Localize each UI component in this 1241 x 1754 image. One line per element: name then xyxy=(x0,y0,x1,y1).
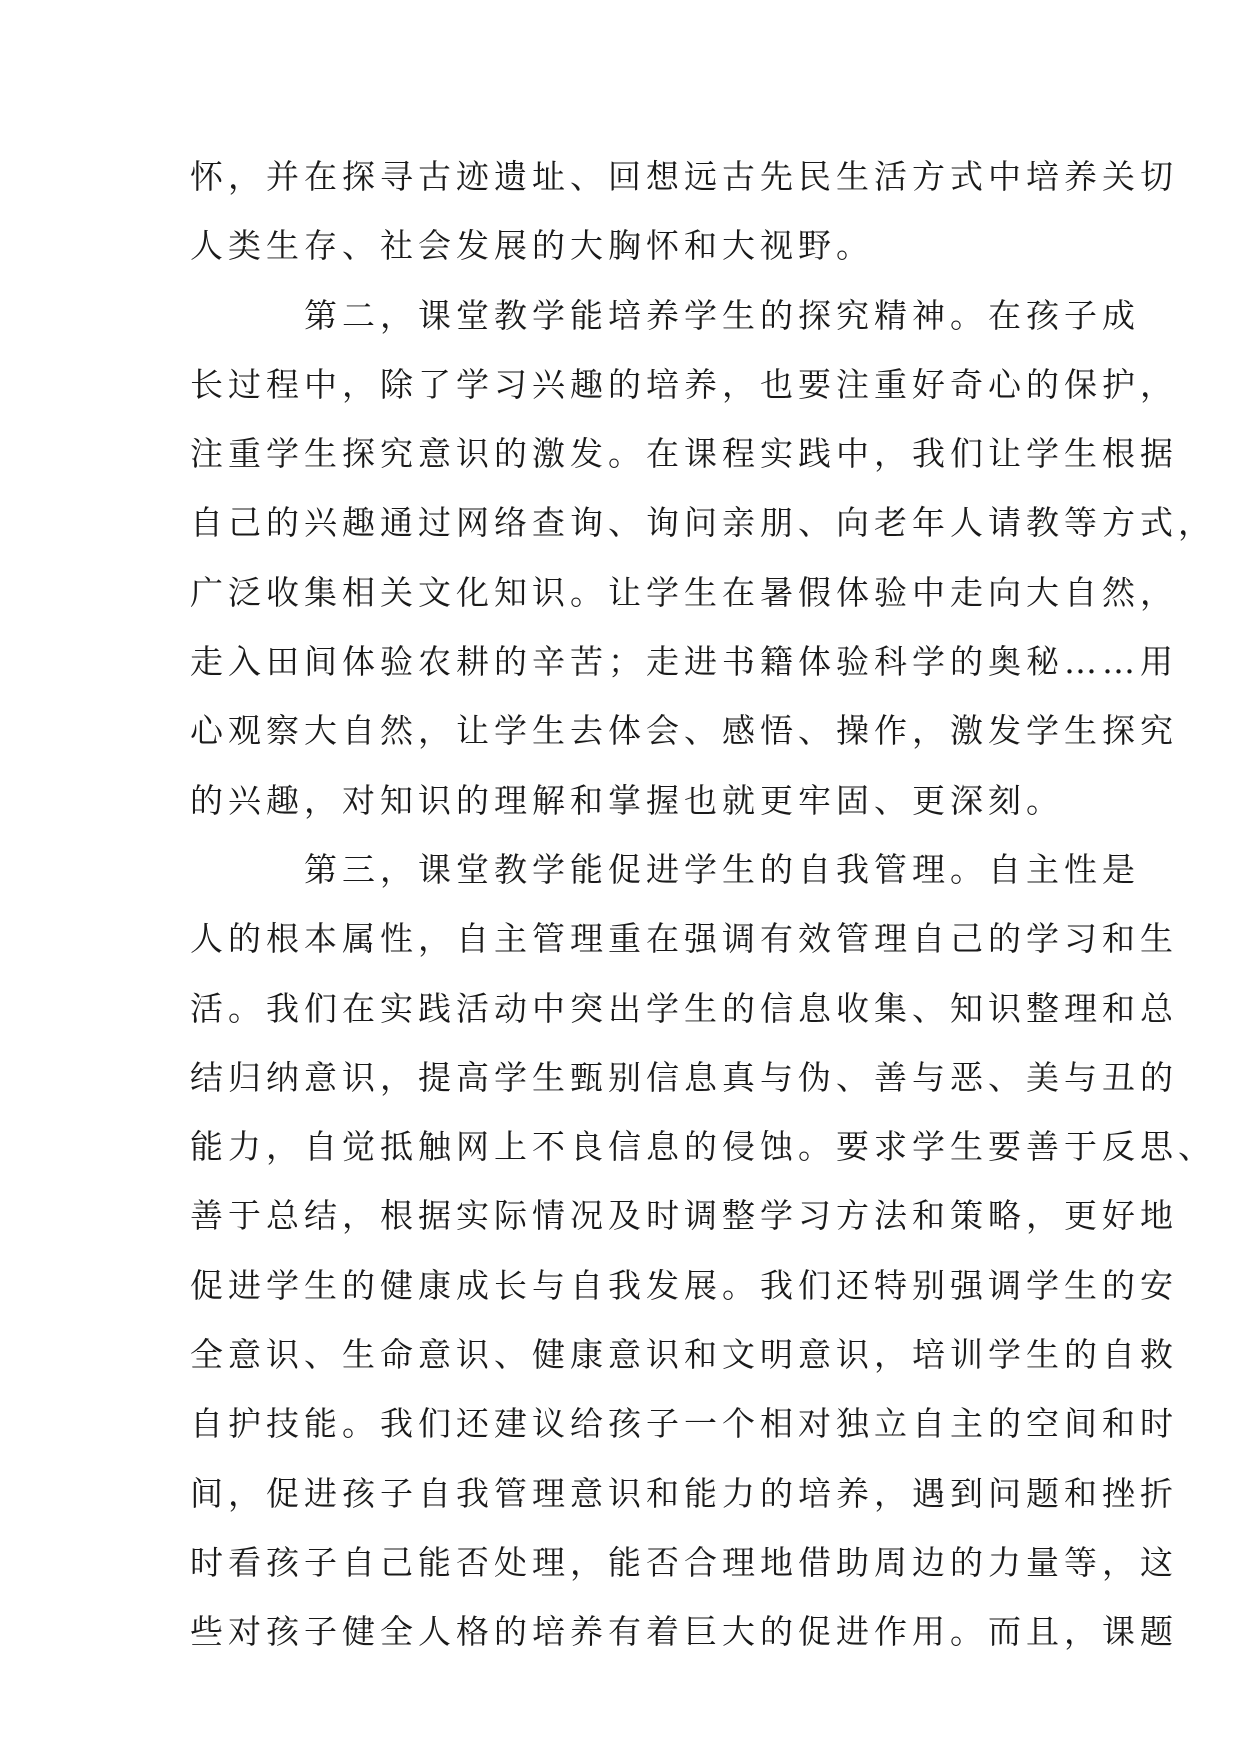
text-line: 自己的兴趣通过网络查询、询问亲朋、向老年人请教等方式， xyxy=(190,503,1216,543)
text-line: 能力，自觉抵触网上不良信息的侵蚀。要求学生要善于反思、 xyxy=(190,1127,1216,1167)
text-line: 促进学生的健康成长与自我发展。我们还特别强调学生的安 xyxy=(190,1265,1178,1305)
text-line: 活。我们在实践活动中突出学生的信息收集、知识整理和总 xyxy=(190,988,1178,1028)
text-line: 时看孩子自己能否处理，能否合理地借助周边的力量等，这 xyxy=(190,1542,1178,1582)
text-line: 心观察大自然，让学生去体会、感悟、操作，激发学生探究 xyxy=(190,711,1178,751)
text-line: 自护技能。我们还建议给孩子一个相对独立自主的空间和时 xyxy=(190,1404,1178,1444)
text-line: 间，促进孩子自我管理意识和能力的培养，遇到问题和挫折 xyxy=(190,1473,1178,1513)
body-text xyxy=(190,142,1216,1667)
text-line: 怀，并在探寻古迹遗址、回想远古先民生活方式中培养关切 xyxy=(190,157,1178,196)
text-line: 走入田间体验农耕的辛苦；走进书籍体验科学的奥秘……用 xyxy=(190,642,1178,682)
text-line: 长过程中，除了学习兴趣的培养，也要注重好奇心的保护， xyxy=(190,364,1178,404)
text-line: 的兴趣，对知识的理解和掌握也就更牢固、更深刻。 xyxy=(190,780,1064,820)
text-line: 结归纳意识，提高学生甄别信息真与伪、善与恶、美与丑的 xyxy=(190,1057,1178,1097)
text-line: 善于总结，根据实际情况及时调整学习方法和策略，更好地 xyxy=(190,1196,1178,1236)
text-line: 广泛收集相关文化知识。让学生在暑假体验中走向大自然， xyxy=(190,572,1178,612)
text-line: 人的根本属性，自主管理重在强调有效管理自己的学习和生 xyxy=(190,919,1178,959)
text-line: 些对孩子健全人格的培养有着巨大的促进作用。而且，课题 xyxy=(190,1612,1178,1652)
paragraph-first-line: 第三，课堂教学能促进学生的自我管理。自主性是 xyxy=(304,849,1140,889)
text-line: 全意识、生命意识、健康意识和文明意识，培训学生的自救 xyxy=(190,1335,1178,1375)
paragraph-first-line: 第二，课堂教学能培养学生的探究精神。在孩子成 xyxy=(304,295,1140,335)
text-line: 注重学生探究意识的激发。在课程实践中，我们让学生根据 xyxy=(190,434,1178,474)
text-line: 人类生存、社会发展的大胸怀和大视野。 xyxy=(190,226,874,266)
